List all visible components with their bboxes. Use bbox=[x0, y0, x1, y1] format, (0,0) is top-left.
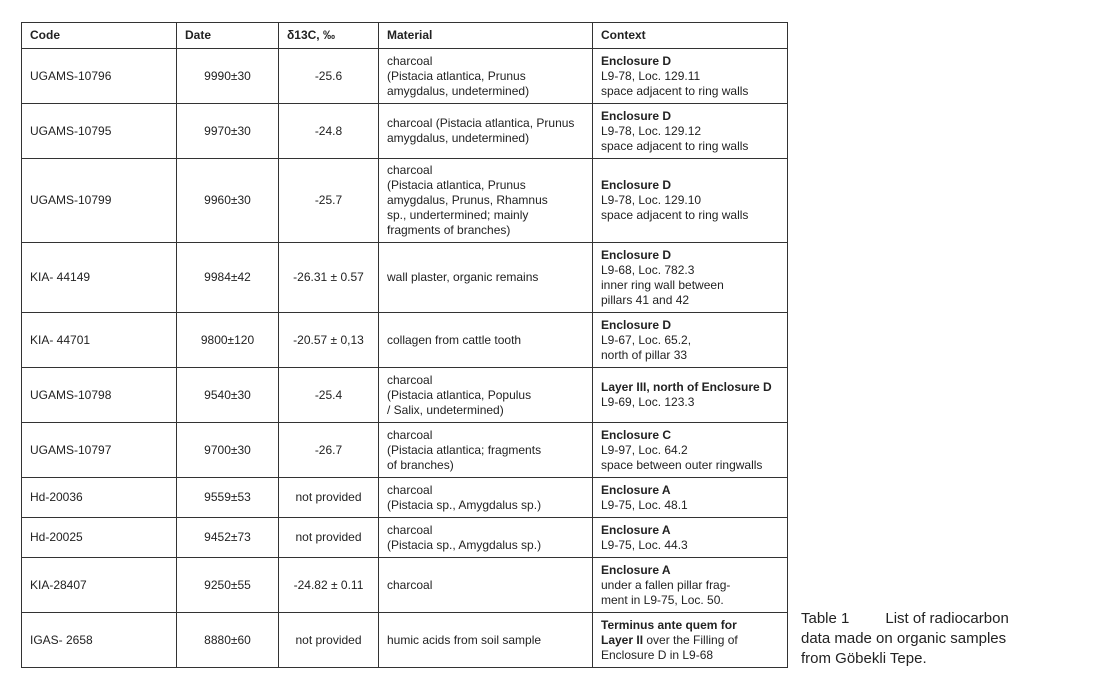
caption-text-1: List of radiocarbon bbox=[885, 610, 1009, 627]
cell-material: wall plaster, organic remains bbox=[379, 243, 593, 313]
cell-d13c: -24.82 ± 0.11 bbox=[279, 558, 379, 613]
cell-code: KIA-28407 bbox=[22, 558, 177, 613]
header-material: Material bbox=[379, 23, 593, 49]
context-detail: L9-78, Loc. 129.12 space adjacent to ring walls bbox=[601, 123, 749, 153]
header-context: Context bbox=[593, 23, 788, 49]
table-row bbox=[22, 518, 788, 558]
cell-code: UGAMS-10797 bbox=[22, 423, 177, 478]
cell-context bbox=[593, 558, 788, 613]
cell-date: 9452±73 bbox=[177, 518, 279, 558]
cell-material: charcoal bbox=[379, 558, 593, 613]
cell-d13c: -25.4 bbox=[279, 368, 379, 423]
cell-context bbox=[593, 313, 788, 368]
cell-material: charcoal (Pistacia atlantica, Prunus amygdalus, undetermined) bbox=[379, 104, 593, 159]
cell-date: 9700±30 bbox=[177, 423, 279, 478]
cell-code: Hd-20036 bbox=[22, 478, 177, 518]
cell-d13c: not provided bbox=[279, 518, 379, 558]
cell-d13c: -20.57 ± 0,13 bbox=[279, 313, 379, 368]
cell-code: KIA- 44701 bbox=[22, 313, 177, 368]
context-title: Enclosure D bbox=[601, 317, 672, 332]
context-title: Enclosure A bbox=[601, 482, 671, 497]
cell-date: 9559±53 bbox=[177, 478, 279, 518]
context-detail: L9-75, Loc. 44.3 bbox=[601, 537, 688, 552]
context-detail: L9-97, Loc. 64.2 space between outer ringwalls bbox=[601, 442, 763, 472]
cell-d13c: -26.31 ± 0.57 bbox=[279, 243, 379, 313]
cell-material: charcoal (Pistacia atlantica; fragments of branches) bbox=[379, 423, 593, 478]
cell-d13c: -25.6 bbox=[279, 49, 379, 104]
context-title: Enclosure A bbox=[601, 522, 671, 537]
header-code: Code bbox=[22, 23, 177, 49]
table-row bbox=[22, 49, 788, 104]
context-detail: L9-69, Loc. 123.3 bbox=[601, 395, 695, 409]
context-detail: L9-75, Loc. 48.1 bbox=[601, 497, 688, 512]
cell-code: UGAMS-10798 bbox=[22, 368, 177, 423]
cell-code: UGAMS-10796 bbox=[22, 49, 177, 104]
table-row bbox=[22, 423, 788, 478]
context-title: Enclosure D bbox=[601, 247, 672, 262]
cell-context bbox=[593, 243, 788, 313]
table-row bbox=[22, 159, 788, 243]
table-row bbox=[22, 478, 788, 518]
cell-date: 9960±30 bbox=[177, 159, 279, 243]
header-date: Date bbox=[177, 23, 279, 49]
caption-line-2: data made on organic samples bbox=[801, 630, 1007, 647]
header-d13c: δ13C, ‰ bbox=[279, 23, 379, 49]
context-detail: L9-78, Loc. 129.10 space adjacent to ring walls bbox=[601, 193, 749, 222]
table-header-row bbox=[22, 23, 788, 49]
context-detail-text: over the Filling of Enclosure D in L9-68 bbox=[601, 632, 738, 662]
context-title: Enclosure A bbox=[601, 562, 671, 577]
cell-date: 9250±55 bbox=[177, 558, 279, 613]
cell-context bbox=[593, 478, 788, 518]
cell-code: IGAS- 2658 bbox=[22, 613, 177, 668]
context-title: Enclosure D bbox=[601, 53, 672, 68]
cell-material: humic acids from soil sample bbox=[379, 613, 593, 668]
cell-d13c: not provided bbox=[279, 613, 379, 668]
context-detail: under a fallen pillar frag- ment in L9-75, Loc. 50. bbox=[601, 577, 731, 607]
table-row bbox=[22, 613, 788, 668]
cell-context bbox=[593, 518, 788, 558]
table-caption bbox=[801, 609, 1057, 669]
cell-d13c: not provided bbox=[279, 478, 379, 518]
cell-material: charcoal (Pistacia sp., Amygdalus sp.) bbox=[379, 518, 593, 558]
cell-material: collagen from cattle tooth bbox=[379, 313, 593, 368]
cell-date: 9990±30 bbox=[177, 49, 279, 104]
cell-material: charcoal (Pistacia sp., Amygdalus sp.) bbox=[379, 478, 593, 518]
cell-d13c: -25.7 bbox=[279, 159, 379, 243]
table-row bbox=[22, 243, 788, 313]
cell-code: KIA- 44149 bbox=[22, 243, 177, 313]
cell-code: Hd-20025 bbox=[22, 518, 177, 558]
cell-context bbox=[593, 159, 788, 243]
cell-code: UGAMS-10795 bbox=[22, 104, 177, 159]
context-detail bbox=[601, 618, 779, 663]
context-title: Enclosure D bbox=[601, 108, 672, 123]
caption-line-3: from Göbekli Tepe. bbox=[801, 650, 927, 667]
cell-material: charcoal (Pistacia atlantica, Prunus amygdalus, undetermined) bbox=[379, 49, 593, 104]
context-title: Terminus ante quem for Layer II bbox=[601, 617, 737, 647]
cell-date: 8880±60 bbox=[177, 613, 279, 668]
caption-line-1 bbox=[801, 609, 1057, 629]
table-row bbox=[22, 104, 788, 159]
table-row bbox=[22, 558, 788, 613]
cell-d13c: -26.7 bbox=[279, 423, 379, 478]
context-detail: L9-78, Loc. 129.11 space adjacent to ring walls bbox=[601, 68, 749, 98]
caption-label: Table 1 bbox=[801, 610, 850, 627]
context-detail: L9-68, Loc. 782.3 inner ring wall between pillars 41 and 42 bbox=[601, 262, 724, 307]
cell-context bbox=[593, 368, 788, 423]
cell-context bbox=[593, 423, 788, 478]
context-title: Enclosure C bbox=[601, 427, 672, 442]
cell-material: charcoal (Pistacia atlantica, Prunus amygdalus, Prunus, Rhamnus sp., undertermined; mainly fragments of branches) bbox=[379, 159, 593, 243]
context-title: Layer III, north of Enclosure D bbox=[601, 380, 772, 394]
cell-d13c: -24.8 bbox=[279, 104, 379, 159]
cell-code: UGAMS-10799 bbox=[22, 159, 177, 243]
cell-date: 9970±30 bbox=[177, 104, 279, 159]
cell-date: 9800±120 bbox=[177, 313, 279, 368]
cell-context bbox=[593, 104, 788, 159]
cell-material: charcoal (Pistacia atlantica, Populus / Salix, undetermined) bbox=[379, 368, 593, 423]
radiocarbon-table bbox=[21, 22, 788, 668]
table-row bbox=[22, 368, 788, 423]
cell-context bbox=[593, 49, 788, 104]
table-row bbox=[22, 313, 788, 368]
cell-date: 9540±30 bbox=[177, 368, 279, 423]
cell-context bbox=[593, 613, 788, 668]
context-detail: L9-67, Loc. 65.2, north of pillar 33 bbox=[601, 332, 692, 362]
context-title: Enclosure D bbox=[601, 178, 672, 192]
cell-date: 9984±42 bbox=[177, 243, 279, 313]
